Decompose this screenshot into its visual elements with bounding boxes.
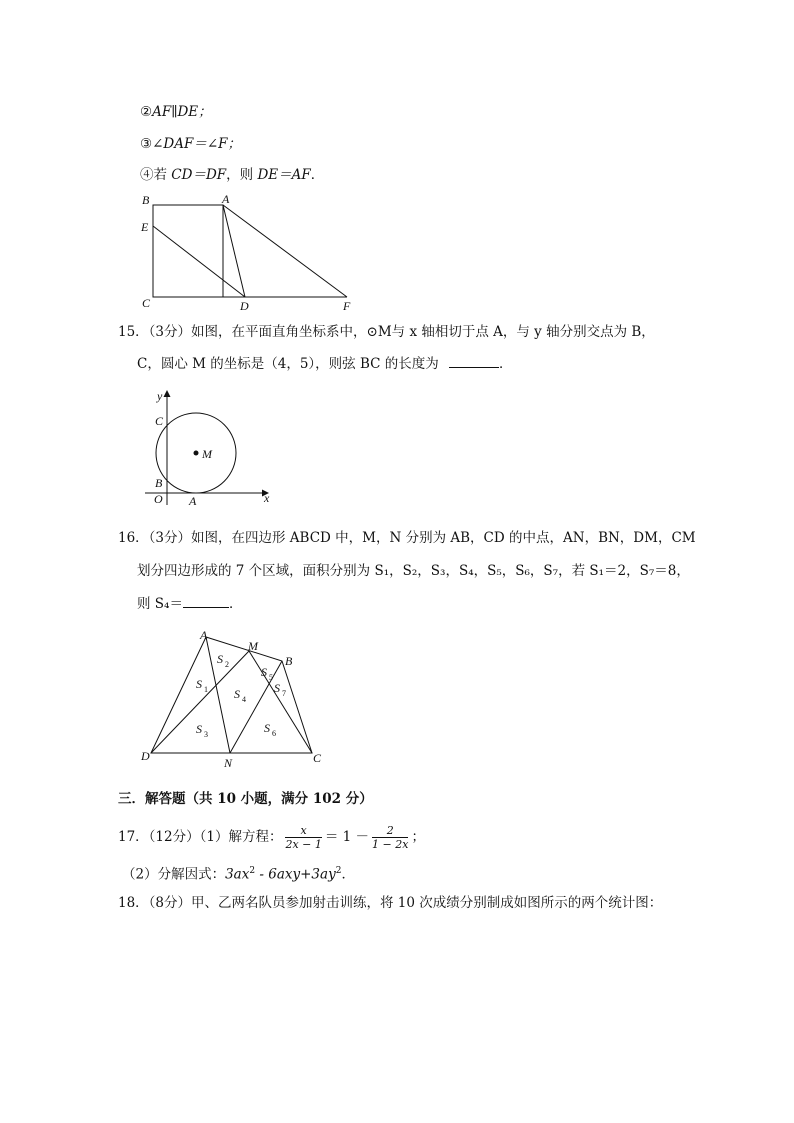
svg-text:S: S [274,681,280,695]
svg-text:6: 6 [272,729,276,738]
q16-line-2: 划分四边形成的 7 个区域，面积分别为 S₁，S₂，S₃，S₄，S₅，S₆，S₇，若 S₁＝2，S₇＝8， [137,563,690,579]
q17-line-1: 17．（12分）（1）解方程： $\frac{x}{2x - 1}$ ＝ 1 － $\frac{2}{1 - 2x}$ ； [118,824,425,851]
svg-text:S: S [196,722,202,736]
svg-text:2: 2 [225,660,229,669]
label-a: A [189,494,197,508]
q14-item-3 [140,134,241,154]
circled-number-4: ④ [140,167,154,183]
label-c: C [155,414,164,428]
svg-text:S: S [234,687,240,701]
segment-ed [153,226,245,297]
label-c: C [142,296,151,310]
label-n: N [224,756,233,770]
q14-item-2 [140,102,212,122]
label-o: O [154,492,163,506]
q16-figure [138,625,338,770]
q17-fraction-1: $\frac{x}{2x - 1}$ [285,824,322,851]
square-bacd [153,205,223,297]
label-b: B [285,654,293,668]
svg-text:3: 3 [204,730,208,739]
region-label-s1 [196,677,208,694]
region-label-s4 [234,687,246,704]
svg-text:4: 4 [242,695,246,704]
section-3-title: 三．解答题（共 10 小题，满分 102 分） [118,791,373,807]
segment-bn [230,661,282,753]
q18-line-1: 18．（8分）甲、乙两名队员参加射击训练，将 10 次成绩分别制成如图所示的两个统计图： [118,895,663,911]
q14-item-4: ④若 CD＝DF，则 DE＝AF． [140,167,325,183]
q16-line-3: 则 S₄＝ ． [137,593,242,614]
label-b: B [142,193,150,207]
region-label-s6 [264,721,276,738]
q14-item-2-text: AF∥DE； [152,104,212,120]
segment-dm [151,651,249,753]
svg-text:S: S [264,721,270,735]
label-f: F [343,299,351,313]
q14-item-3-text: ∠DAF＝∠F； [152,136,242,152]
label-m: M [202,447,212,461]
svg-text:1: 1 [204,685,208,694]
label-e: E [141,220,149,234]
svg-text:S: S [217,652,223,666]
center-point-m [194,451,199,456]
svg-text:S: S [261,665,267,679]
circled-number-2: ② [140,104,153,120]
q15-line-1: 15．（3分）如图，在平面直角坐标系中，⊙M与 x 轴相切于点 A，与 y 轴分别交点为 B， [118,324,655,340]
label-a: A [222,192,230,206]
svg-text:7: 7 [282,689,286,698]
q15-answer-blank[interactable] [449,353,499,368]
svg-text:S: S [196,677,202,691]
q16-line-1: 16．（3分）如图，在四边形 ABCD 中，M，N 分别为 AB，CD 的中点，AN，BN，DM，CM [118,530,696,546]
q15-line-2: C，圆心 M 的坐标是（4，5），则弦 BC 的长度为 ． [137,353,513,374]
label-m: M [248,639,258,653]
label-d: D [240,299,249,313]
region-label-s7 [274,681,286,698]
label-d: D [141,749,150,763]
label-y: y [157,389,163,403]
q17-line-2: （2）分解因式：$3ax^2 - 6axy+3ay^2$． [122,866,355,883]
region-label-s2 [217,652,229,669]
label-b: B [155,476,163,490]
q17-fraction-2: $\frac{2}{1 - 2x}$ [372,824,409,851]
label-a: A [200,628,208,642]
q15-figure [140,385,280,510]
svg-text:5: 5 [269,673,273,682]
q14-figure [130,190,370,315]
region-label-s3 [196,722,208,739]
label-x: x [264,491,270,505]
q16-answer-blank[interactable] [183,593,229,608]
circled-number-3: ③ [140,136,153,152]
label-c: C [313,751,322,765]
